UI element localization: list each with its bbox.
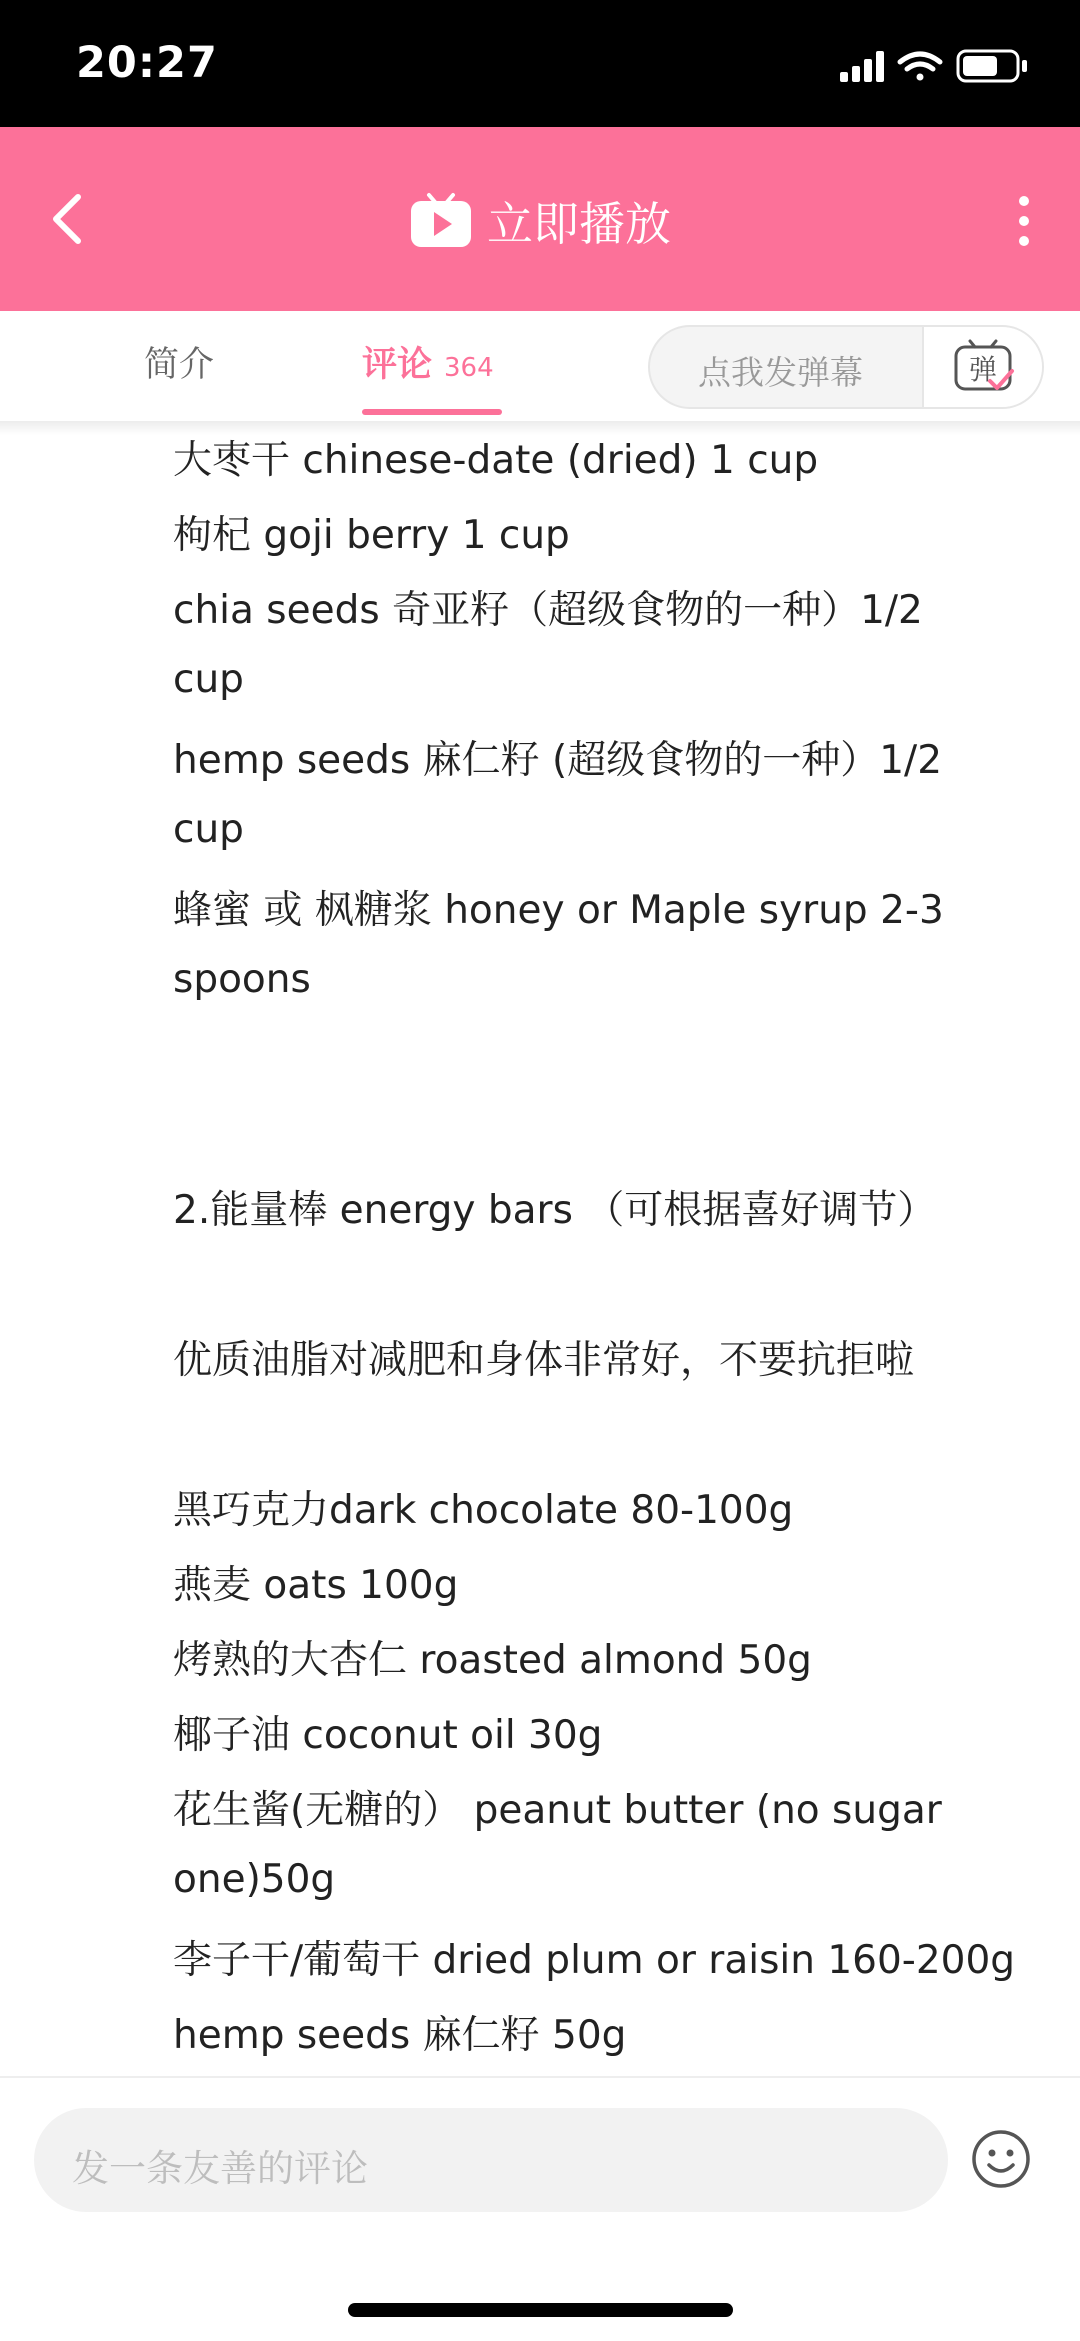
tab-comments[interactable] bbox=[362, 337, 494, 387]
content-line: 燕麦 oats 100g bbox=[173, 1563, 459, 1608]
play-now-button[interactable] bbox=[0, 189, 1080, 253]
danmaku-toggle-icon bbox=[924, 327, 1042, 407]
content-line: 李子干/葡萄干 dried plum or raisin 160-200g bbox=[173, 1938, 1016, 1983]
content-line: hemp seeds 麻仁籽 50g bbox=[173, 2013, 627, 2058]
home-indicator bbox=[348, 2303, 733, 2317]
comment-input[interactable] bbox=[34, 2108, 948, 2212]
tv-play-icon bbox=[409, 191, 473, 251]
emoji-button[interactable] bbox=[970, 2128, 1032, 2190]
wifi-icon bbox=[900, 54, 940, 81]
content-line: 黑巧克力dark chocolate 80-100g bbox=[173, 1488, 794, 1533]
more-button[interactable] bbox=[1004, 193, 1044, 249]
content-line: 烤熟的大杏仁 roasted almond 50g bbox=[173, 1638, 812, 1683]
tab-comments-label: 评论 bbox=[362, 345, 433, 385]
status-icons bbox=[840, 46, 1040, 86]
content-line: one)50g bbox=[173, 1857, 336, 1902]
content-line: 枸杞 goji berry 1 cup bbox=[173, 513, 570, 558]
status-bar bbox=[0, 0, 1080, 127]
tabs-bar bbox=[0, 311, 1080, 421]
danmaku-placeholder: 点我发弹幕 bbox=[698, 353, 863, 392]
more-vertical-icon bbox=[1004, 193, 1044, 249]
content-line: 大枣干 chinese-date (dried) 1 cup bbox=[173, 438, 819, 483]
comment-placeholder: 发一条友善的评论 bbox=[72, 2147, 368, 2190]
battery-icon bbox=[958, 51, 1027, 81]
content-line: 2.能量棒 energy bars （可根据喜好调节） bbox=[173, 1188, 937, 1233]
content-line: cup bbox=[173, 657, 244, 702]
tab-active-indicator bbox=[362, 409, 502, 415]
nav-bar bbox=[0, 127, 1080, 311]
nav-title: 立即播放 bbox=[487, 197, 671, 251]
content-line: 蜂蜜 或 枫糖浆 honey or Maple syrup 2-3 bbox=[173, 888, 944, 933]
content-line: chia seeds 奇亚籽（超级食物的一种）1/2 bbox=[173, 588, 923, 633]
svg-text:弹: 弹 bbox=[968, 353, 998, 386]
tab-intro[interactable]: 简介 bbox=[144, 345, 215, 385]
content-line: cup bbox=[173, 807, 244, 852]
comment-content[interactable] bbox=[0, 421, 1080, 2076]
status-time: 20:27 bbox=[76, 38, 218, 88]
content-line: 优质油脂对减肥和身体非常好，不要抗拒啦 bbox=[173, 1338, 915, 1383]
tabs-shadow bbox=[0, 421, 1080, 435]
content-line: hemp seeds 麻仁籽 (超级食物的一种）1/2 bbox=[173, 738, 943, 783]
content-line: spoons bbox=[173, 957, 311, 1002]
content-line: 椰子油 coconut oil 30g bbox=[173, 1713, 603, 1758]
smiley-icon bbox=[970, 2128, 1032, 2190]
danmaku-input[interactable] bbox=[648, 325, 1044, 409]
content-line: 花生酱(无糖的） peanut butter (no sugar bbox=[173, 1788, 942, 1833]
danmaku-toggle-button[interactable] bbox=[922, 327, 1042, 407]
signal-icon bbox=[840, 51, 884, 82]
comment-bar bbox=[0, 2076, 1080, 2341]
comments-count: 364 bbox=[444, 353, 494, 383]
